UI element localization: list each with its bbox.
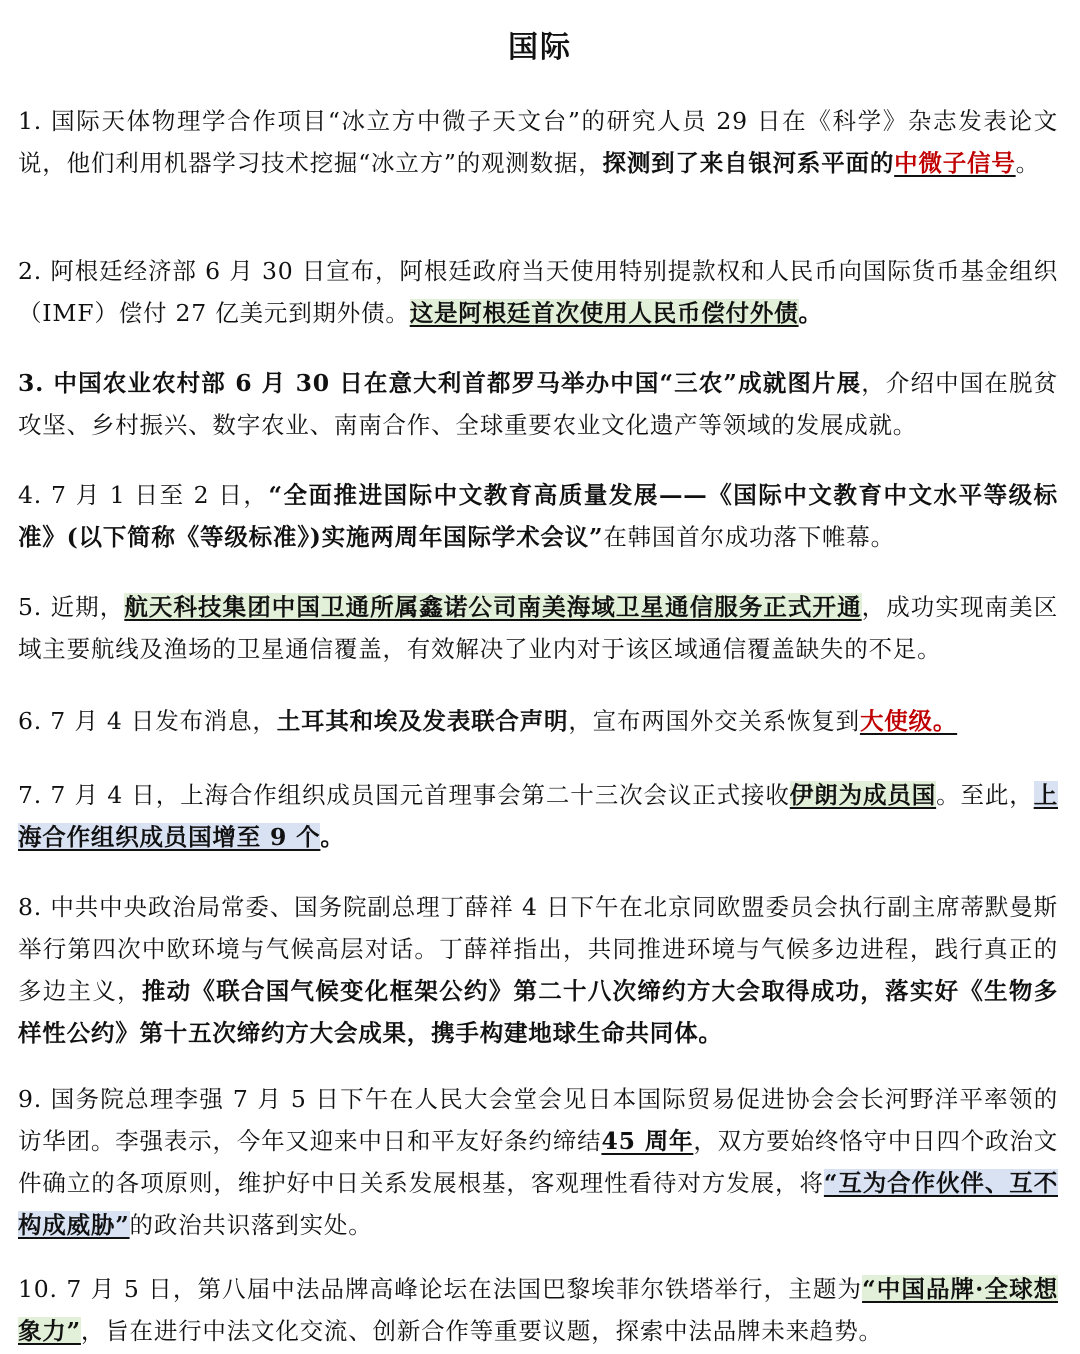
news-item-9 xyxy=(18,1078,1058,1246)
item-text: 。 xyxy=(320,823,345,851)
item-bold-text: “全面推进国际中文教育高质量发展——《国际中文教育中文水平等级标准》(以下简称《等级标准》)实施两周年国际学术会议” xyxy=(18,481,1058,551)
item-text: 。至此， xyxy=(936,781,1034,809)
item-text: 8. 中共中央政治局常委、国务院副总理丁薛祥 4 日下午在北京同欧盟委员会执行副主席蒂默曼斯举行第四次中欧环境与气候高层对话。丁薛祥指出，共同推进环境与气候多边进程，践行真正的多边主义， xyxy=(18,893,1058,1005)
item-text: 5. 近期， xyxy=(18,593,125,621)
item-text: 6. 7 月 4 日发布消息， xyxy=(18,707,277,735)
item-text: 。 xyxy=(798,299,823,327)
news-item-4 xyxy=(18,474,1058,558)
item-bold-text: 3. 中国农业农村部 6 月 30 日在意大利首都罗马举办中国“三农”成就图片展 xyxy=(18,369,862,397)
item-text: 的政治共识落到实处。 xyxy=(129,1211,373,1239)
item-green-highlight: 这是阿根廷首次使用人民币偿付外债 xyxy=(409,299,799,327)
news-item-7 xyxy=(18,774,1058,858)
news-item-6 xyxy=(18,700,1058,742)
item-text: 10. 7 月 5 日，第八届中法品牌高峰论坛在法国巴黎埃菲尔铁塔举行，主题为 xyxy=(18,1275,863,1303)
news-item-5 xyxy=(18,586,1058,670)
item-text: ，介绍中国在脱贫攻坚、乡村振兴、数字农业、南南合作、全球重要农业文化遗产等领域的发展成就。 xyxy=(18,369,1058,439)
item-red-highlight: 大使级。 xyxy=(859,707,958,735)
item-blue-highlight: “互为合作伙伴、互不构成威胁” xyxy=(18,1169,1058,1239)
item-text: ，旨在进行中法文化交流、创新合作等重要议题，探索中法品牌未来趋势。 xyxy=(80,1317,883,1345)
item-text: ，宣布两国外交关系恢复到 xyxy=(568,707,860,735)
item-bold-text: 探测到了来自银河系平面的 xyxy=(602,149,895,177)
news-item-1 xyxy=(18,100,1058,184)
news-item-8 xyxy=(18,886,1058,1054)
item-text: 在韩国首尔成功落下帷幕。 xyxy=(603,523,895,551)
news-item-2 xyxy=(18,250,1058,334)
item-text: 9. 国务院总理李强 7 月 5 日下午在人民大会堂会见日本国际贸易促进协会会长河野洋平率领的访华团。李强表示，今年又迎来中日和平友好条约缔结 xyxy=(18,1085,1058,1155)
page-title: 国际 xyxy=(508,30,572,66)
item-red-highlight: 中微子信号 xyxy=(894,149,1016,177)
item-text: 7. 7 月 4 日，上海合作组织成员国元首理事会第二十三次会议正式接收 xyxy=(18,781,790,809)
item-bold-text: 推动《联合国气候变化框架公约》第二十八次缔约方大会取得成功，落实好《生物多样性公约》第十五次缔约方大会成果，携手构建地球生命共同体 xyxy=(18,977,1058,1047)
item-blue-highlight: 上海合作组织成员国增至 9 个 xyxy=(18,781,1058,851)
item-green-highlight: “中国品牌·全球想象力” xyxy=(18,1275,1058,1345)
item-text: 。 xyxy=(1015,149,1040,177)
news-item-3 xyxy=(18,362,1058,446)
item-text: 2. 阿根廷经济部 6 月 30 日宣布，阿根廷政府当天使用特别提款权和人民币向国际货币基金组织（IMF）偿付 27 亿美元到期外债。 xyxy=(18,257,1058,327)
news-item-10 xyxy=(18,1268,1058,1352)
item-underlined-text: 45 周年 xyxy=(601,1127,694,1155)
item-bold-text: 土耳其和埃及发表联合声明 xyxy=(276,707,569,735)
item-text: 4. 7 月 1 日至 2 日， xyxy=(18,481,269,509)
item-text: 。 xyxy=(698,1019,723,1047)
item-text: ，双方要始终恪守中日四个政治文件确立的各项原则，维护好中日关系发展根基，客观理性看待对方发展，将 xyxy=(18,1127,1058,1197)
item-green-highlight: 航天科技集团中国卫通所属鑫诺公司南美海域卫星通信服务正式开通 xyxy=(124,593,862,621)
item-text: 1. 国际天体物理学合作项目“冰立方中微子天文台”的研究人员 29 日在《科学》杂志发表论文说，他们利用机器学习技术挖掘“冰立方”的观测数据， xyxy=(18,107,1058,177)
item-text: ，成功实现南美区域主要航线及渔场的卫星通信覆盖，有效解决了业内对于该区域通信覆盖缺失的不足。 xyxy=(18,593,1059,663)
item-green-highlight: 伊朗为成员国 xyxy=(789,781,937,809)
